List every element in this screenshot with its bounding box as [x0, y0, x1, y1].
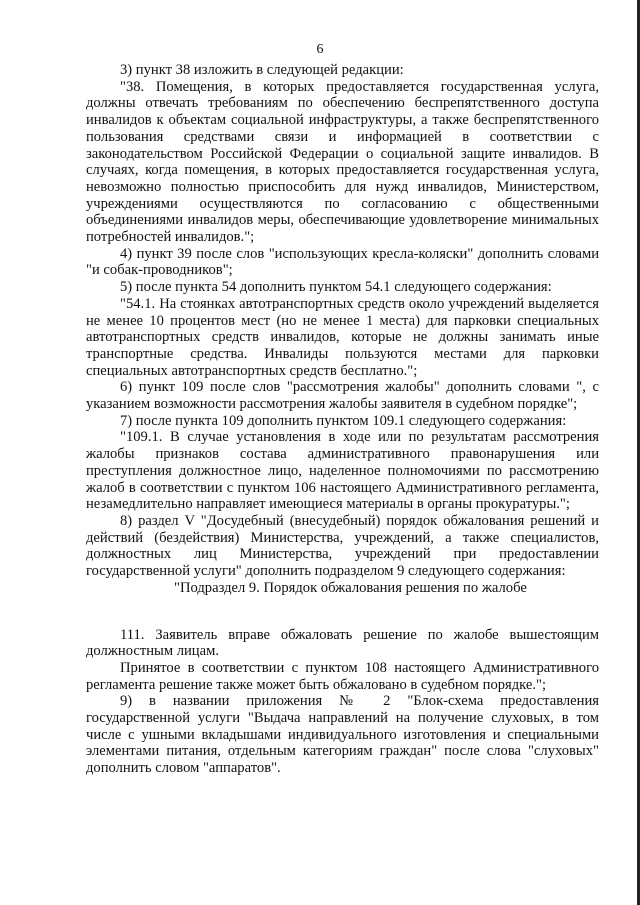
subsection-heading: "Подраздел 9. Порядок обжалования решения по жалобе — [174, 579, 527, 596]
page-number: 6 — [316, 42, 324, 57]
paragraph-amendment-4: 4) пункт 39 после слов "использующих кресла-коляски" дополнить словами "и собак-проводников"; — [86, 245, 599, 279]
paragraph-amendment-7: 7) после пункта 109 дополнить пунктом 109.1 следующего содержания: — [120, 412, 567, 429]
paragraph-amendment-9: 9) в названии приложения № 2 "Блок-схема предоставления государственной услуги "Выдача направлений на получение слуховых, в том числе с ушными вкладышами индивидуального изготовления и специальными элементами питания, отдельным категориям граждан" после слова "слуховых" дополнить словом "аппаратов". — [86, 693, 599, 777]
paragraph-amendment-5: 5) после пункта 54 дополнить пунктом 54.1 следующего содержания: — [120, 279, 552, 296]
paragraph-point-38-text: "38. Помещения, в которых предоставляется государственная услуга, должны отвечать требованиям по обеспечению беспрепятственного доступа инвалидов к объектам социальной инфраструктуры, а также беспрепятственного пользования средствами связи и информацией в соответствии с законодательством Российской Федерации о социальной защите инвалидов. В случаях, когда помещения, в которых предоставляется государственная услуга, невозможно полностью приспособить для нужд инвалидов, Министерством, учреждениями осуществляются по согласованию с общественными объединениями инвалидов меры, обеспечивающие удовлетворение минимальных потребностей инвалидов."; — [86, 78, 599, 246]
paragraph-amendment-8: 8) раздел V "Досудебный (внесудебный) порядок обжалования решений и действий (бездействия) Министерства, учреждений, а также специалистов, должностных лиц Министерства, учреждений при предоставлении государственной услуги" дополнить подразделом 9 следующего содержания: — [86, 512, 599, 580]
document-body — [86, 62, 599, 777]
paragraph-amendment-6: 6) пункт 109 после слов "рассмотрения жалобы" дополнить словами ", с указанием возможности рассмотрения жалобы заявителя в судебном порядке"; — [86, 379, 599, 413]
paragraph-point-109-1-text: "109.1. В случае установления в ходе или по результатам рассмотрения жалобы признаков состава административного правонарушения или преступления должностное лицо, наделенное полномочиями по рассмотрению жалоб в соответствии с пунктом 106 настоящего Административного регламента, незамедлительно направляет имеющиеся материалы в органы прокуратуры."; — [86, 429, 599, 513]
paragraph-point-111: 111. Заявитель вправе обжаловать решение по жалобе вышестоящим должностным лицам. — [86, 626, 599, 660]
paragraph-point-108-note: Принятое в соответствии с пунктом 108 настоящего Административного регламента решение также может быть обжаловано в судебном порядке."; — [86, 659, 599, 693]
paragraph-point-54-1-text: "54.1. На стоянках автотранспортных средств около учреждений выделяется не менее 10 процентов мест (но не менее 1 места) для парковки специальных автотранспортных средств инвалидов, которые не должны занимать иные транспортные средства. Инвалиды пользуются местами для парковки специальных автотранспортных средств бесплатно."; — [86, 295, 599, 379]
paragraph-amendment-3: 3) пункт 38 изложить в следующей редакции: — [120, 62, 404, 78]
